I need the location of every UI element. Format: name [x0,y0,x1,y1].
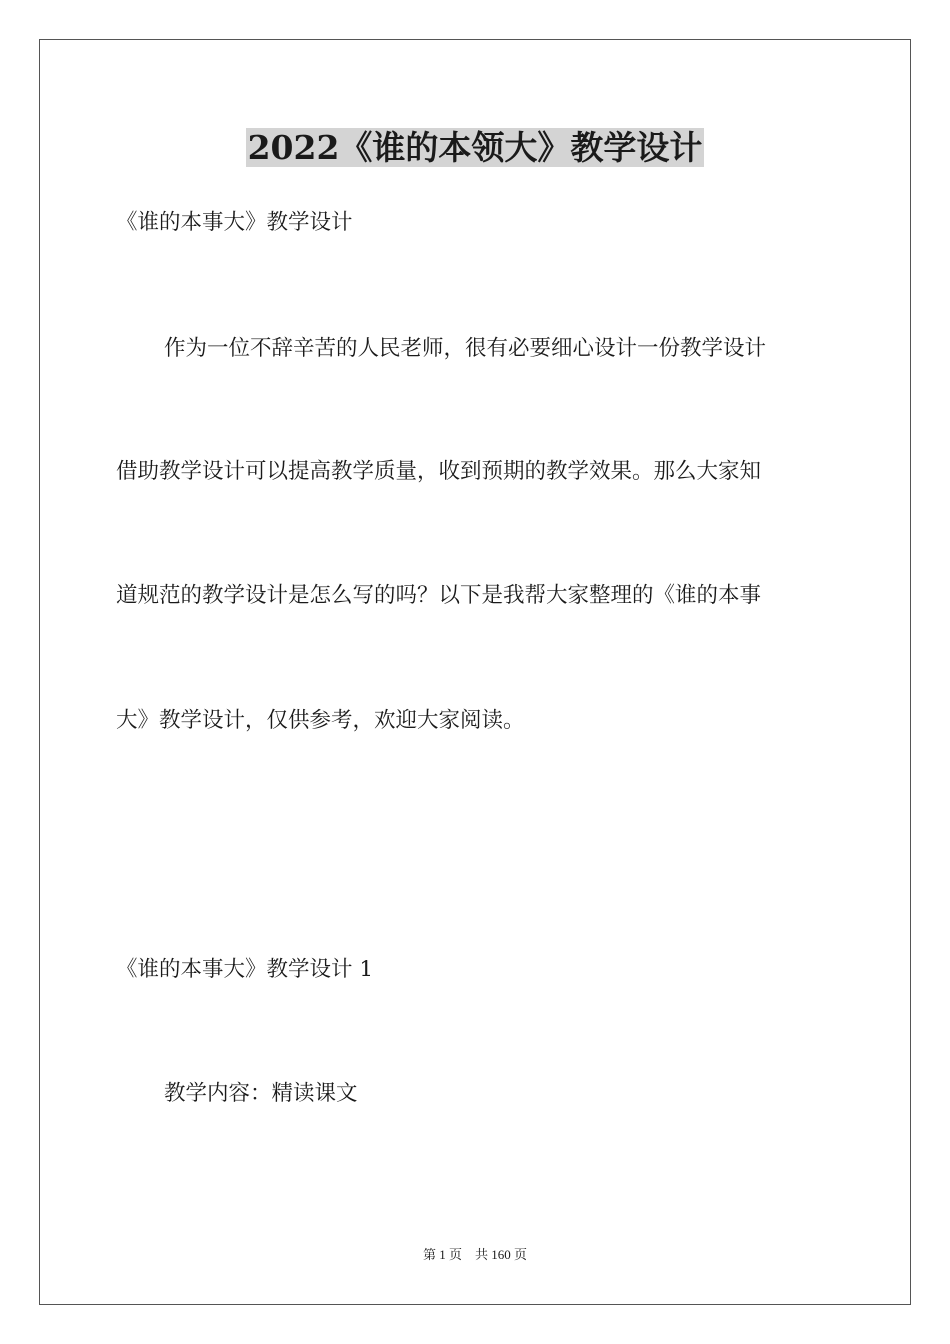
document-title-text: 2022《谁的本领大》教学设计 [247,128,703,167]
page-footer: 第 1 页 共 160 页 [422,1247,527,1262]
intro-line-1: 作为一位不辞辛苦的人民老师，很有必要细心设计一份教学设计 [164,336,767,361]
intro-line-3: 道规范的教学设计是怎么写的吗？以下是我帮大家整理的《谁的本事 [116,583,762,608]
intro-line-2: 借助教学设计可以提高教学质量，收到预期的教学效果。那么大家知 [116,459,762,484]
document-title [0,128,950,168]
intro-line-4: 大》教学设计，仅供参考，欢迎大家阅读。 [116,708,525,733]
document-subtitle: 《谁的本事大》教学设计 [116,210,353,235]
section-heading: 《谁的本事大》教学设计 1 [116,957,374,982]
content-line: 教学内容：精读课文 [164,1081,358,1106]
